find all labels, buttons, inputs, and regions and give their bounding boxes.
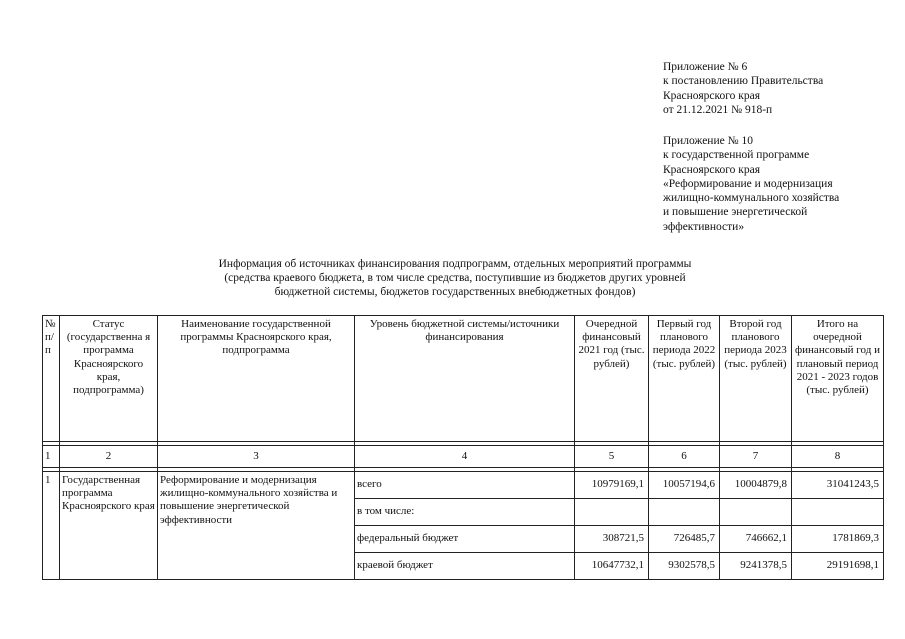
title-line: Информация об источниках финансирования подпрограмм, отдельных мероприятий программы [218, 258, 692, 270]
appendix-6-line: от 21.12.2021 № 918-п [663, 103, 773, 116]
value-total: 31041243,5 [792, 472, 884, 499]
value-2021 [575, 499, 649, 526]
title-line: (средства краевого бюджета, в том числе средства, поступившие из бюджетов других уровней [224, 272, 686, 284]
header-total: Итого на очередной финансовый год и плановый период 2021 - 2023 годов (тыс. рублей) [792, 316, 884, 442]
column-number: 7 [720, 446, 792, 468]
level-label: всего [355, 472, 575, 499]
column-number: 3 [158, 446, 355, 468]
column-number: 1 [43, 446, 60, 468]
column-number: 4 [355, 446, 575, 468]
value-2023: 746662,1 [720, 526, 792, 553]
title-line: бюджетной системы, бюджетов государственных внебюджетных фондов) [274, 286, 636, 298]
column-number: 6 [649, 446, 720, 468]
value-total [792, 499, 884, 526]
header-year-2022: Первый год планового периода 2022 (тыс. рублей) [649, 316, 720, 442]
header-year-2021: Очередной финансовый 2021 год (тыс. рублей) [575, 316, 649, 442]
value-2021: 10647732,1 [575, 553, 649, 580]
value-2022: 726485,7 [649, 526, 720, 553]
appendix-10-line: эффективности» [663, 220, 745, 233]
appendix-10-line: «Реформирование и модернизация [663, 177, 833, 190]
appendix-6-line: к постановлению Правительства [663, 75, 824, 88]
value-2023 [720, 499, 792, 526]
value-2022: 9302578,5 [649, 553, 720, 580]
value-2023: 9241378,5 [720, 553, 792, 580]
column-number: 5 [575, 446, 649, 468]
header-status: Статус (государственна я программа Красноярского края, подпрограмма) [60, 316, 158, 442]
appendix-10-line: к государственной программе [663, 149, 810, 162]
level-label: в том числе: [355, 499, 575, 526]
column-number: 2 [60, 446, 158, 468]
row-program-name: Реформирование и модернизация жилищно-коммунального хозяйства и повышение энергетической эффективности [158, 472, 355, 580]
financing-table [42, 315, 884, 580]
appendix-10-block [663, 134, 893, 234]
value-2022: 10057194,6 [649, 472, 720, 499]
header-year-2023: Второй год планового периода 2023 (тыс. рублей) [720, 316, 792, 442]
column-number-row [43, 446, 884, 468]
header-level: Уровень бюджетной системы/источники финансирования [355, 316, 575, 442]
header-name: Наименование государственной программы Красноярского края, подпрограмма [158, 316, 355, 442]
appendix-6-block [663, 60, 893, 117]
appendix-10-line: жилищно-коммунального хозяйства [663, 192, 840, 205]
row-status: Государственная программа Красноярского края [60, 472, 158, 580]
column-number: 8 [792, 446, 884, 468]
level-label: федеральный бюджет [355, 526, 575, 553]
appendix-6-line: Приложение № 6 [663, 61, 748, 73]
appendix-10-line: Красноярского края [663, 163, 760, 176]
appendix-10-line: и повышение энергетической [663, 206, 808, 219]
row-number: 1 [43, 472, 60, 580]
value-2021: 308721,5 [575, 526, 649, 553]
table-row [43, 472, 884, 499]
header-number: № п/п [43, 316, 60, 442]
value-total: 29191698,1 [792, 553, 884, 580]
value-2021: 10979169,1 [575, 472, 649, 499]
level-label: краевой бюджет [355, 553, 575, 580]
appendix-6-line: Красноярского края [663, 89, 760, 102]
value-2022 [649, 499, 720, 526]
value-2023: 10004879,8 [720, 472, 792, 499]
appendix-10-line: Приложение № 10 [663, 135, 753, 147]
document-title [120, 257, 790, 299]
value-total: 1781869,3 [792, 526, 884, 553]
